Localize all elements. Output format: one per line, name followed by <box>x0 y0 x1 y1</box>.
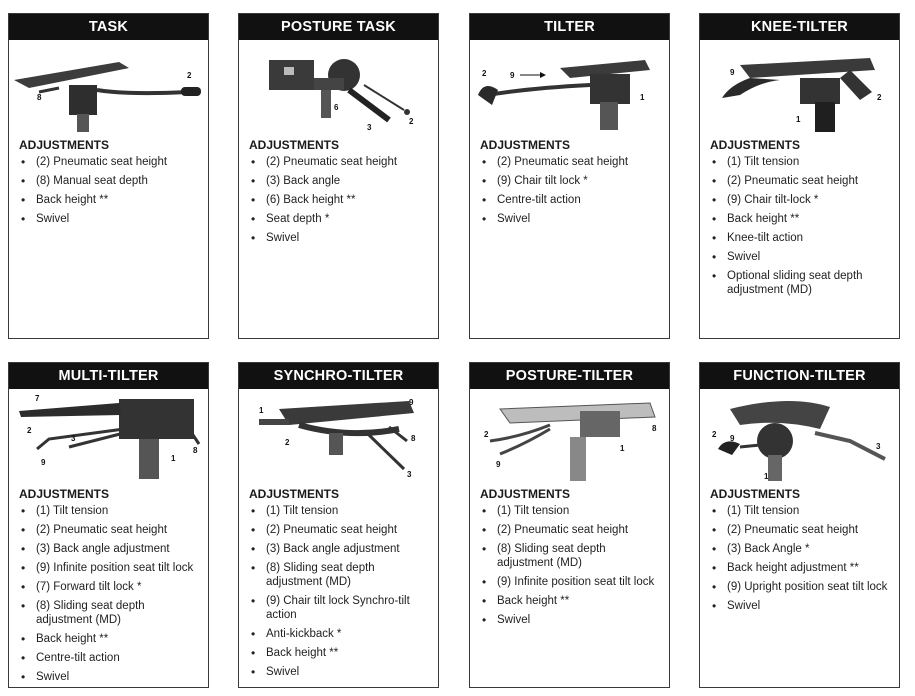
list-item: • (9) Chair tilt lock * <box>480 174 663 188</box>
list-item: • Optional sliding seat depth adjustment (MD) <box>710 269 893 297</box>
mechanism-image <box>470 40 669 132</box>
list-item: • Back height ** <box>480 594 663 608</box>
list-item: • (2) Pneumatic seat height <box>249 523 432 537</box>
callout-label: 2 <box>285 438 290 447</box>
card-synchro-tilter <box>238 362 439 688</box>
adjustments-list <box>9 504 208 684</box>
list-item: • Back height ** <box>249 646 432 660</box>
mechanism-image <box>9 40 208 132</box>
list-item: • (8) Sliding seat depth adjustment (MD) <box>480 542 663 570</box>
adjustments-list <box>470 155 669 226</box>
list-item: • (2) Pneumatic seat height <box>480 523 663 537</box>
list-item: • Swivel <box>19 212 202 226</box>
list-item: • (3) Back angle adjustment <box>19 542 202 556</box>
list-item: • (2) Pneumatic seat height <box>710 174 893 188</box>
adjustments-list <box>700 504 899 613</box>
callout-label: 2 <box>27 426 32 435</box>
card-title: TILTER <box>470 14 669 40</box>
callout-label: 3 <box>71 434 76 443</box>
mechanism-image <box>239 389 438 481</box>
adjustments-list <box>9 155 208 226</box>
callout-label: 3 <box>367 123 372 132</box>
list-item: • (9) Chair tilt-lock * <box>710 193 893 207</box>
card-function-tilter <box>699 362 900 688</box>
list-item: • Anti-kickback * <box>249 627 432 641</box>
list-item: • Seat depth * <box>249 212 432 226</box>
list-item: • (1) Tilt tension <box>480 504 663 518</box>
mechanism-image <box>700 389 899 481</box>
mechanism-image <box>700 40 899 132</box>
adjustments-heading: ADJUSTMENTS <box>19 138 110 152</box>
list-item: • (2) Pneumatic seat height <box>249 155 432 169</box>
posture-tilter-mechanism-illustration <box>470 389 669 481</box>
list-item: • Back height adjustment ** <box>710 561 893 575</box>
list-item: • (1) Tilt tension <box>710 504 893 518</box>
callout-label: 8 <box>411 434 416 443</box>
callout-label: 3 <box>407 470 412 479</box>
list-item: • (3) Back angle <box>249 174 432 188</box>
callout-label: 1 <box>171 454 176 463</box>
list-item: • Swivel <box>19 670 202 684</box>
posture-task-mechanism-illustration <box>239 40 438 132</box>
card-title: KNEE-TILTER <box>700 14 899 40</box>
callout-label: 3 <box>876 442 881 451</box>
mechanism-image <box>239 40 438 132</box>
function-tilter-mechanism-illustration <box>700 389 899 481</box>
list-item: • Swivel <box>710 250 893 264</box>
callout-label: 9 <box>409 398 414 407</box>
list-item: • Knee-tilt action <box>710 231 893 245</box>
callout-label: 1 <box>620 444 625 453</box>
callout-label: 8 <box>193 446 198 455</box>
synchro-tilter-mechanism-illustration <box>239 389 438 481</box>
list-item: • (3) Back angle adjustment <box>249 542 432 556</box>
callout-label: 6 <box>334 103 339 112</box>
list-item: • (9) Infinite position seat tilt lock <box>19 561 202 575</box>
list-item: • (6) Back height ** <box>249 193 432 207</box>
card-multi-tilter <box>8 362 209 688</box>
list-item: • (8) Sliding seat depth adjustment (MD) <box>249 561 432 589</box>
card-task <box>8 13 209 339</box>
callout-label: 9 <box>510 71 515 80</box>
card-posture-tilter <box>469 362 670 688</box>
list-item: • (1) Tilt tension <box>710 155 893 169</box>
list-item: • (7) Forward tilt lock * <box>19 580 202 594</box>
callout-label: 8 <box>37 93 42 102</box>
callout-label: 2 <box>409 117 414 126</box>
list-item: • (3) Back Angle * <box>710 542 893 556</box>
callout-label: 7 <box>35 394 40 403</box>
list-item: • (9) Chair tilt lock Synchro-tilt action <box>249 594 432 622</box>
adjustments-heading: ADJUSTMENTS <box>249 487 340 501</box>
tilter-mechanism-illustration <box>470 40 669 132</box>
card-title: SYNCHRO-TILTER <box>239 363 438 389</box>
list-item: • (2) Pneumatic seat height <box>19 155 202 169</box>
adjustments-list <box>700 155 899 297</box>
callout-label: 1 <box>764 472 769 481</box>
list-item: • (1) Tilt tension <box>19 504 202 518</box>
card-tilter <box>469 13 670 339</box>
callout-label: 9 <box>41 458 46 467</box>
callout-label: 2 <box>712 430 717 439</box>
mechanism-image <box>9 389 208 481</box>
list-item: • (8) Manual seat depth <box>19 174 202 188</box>
callout-label: 9 <box>730 68 735 77</box>
list-item: • Back height ** <box>19 193 202 207</box>
list-item: • Back height ** <box>19 632 202 646</box>
list-item: • Swivel <box>480 212 663 226</box>
card-title: FUNCTION-TILTER <box>700 363 899 389</box>
list-item: • (2) Pneumatic seat height <box>480 155 663 169</box>
card-title: POSTURE-TILTER <box>470 363 669 389</box>
adjustments-heading: ADJUSTMENTS <box>480 487 571 501</box>
multi-tilter-mechanism-illustration <box>9 389 208 481</box>
list-item: • (9) Infinite position seat tilt lock <box>480 575 663 589</box>
card-title: POSTURE TASK <box>239 14 438 40</box>
list-item: • (2) Pneumatic seat height <box>710 523 893 537</box>
adjustments-list <box>239 504 438 679</box>
adjustments-heading: ADJUSTMENTS <box>480 138 571 152</box>
card-title: TASK <box>9 14 208 40</box>
card-title: MULTI-TILTER <box>9 363 208 389</box>
adjustments-heading: ADJUSTMENTS <box>249 138 340 152</box>
mechanism-image <box>470 389 669 481</box>
adjustments-heading: ADJUSTMENTS <box>710 138 801 152</box>
list-item: • (2) Pneumatic seat height <box>19 523 202 537</box>
knee-tilter-mechanism-illustration <box>700 40 899 132</box>
list-item: • Swivel <box>710 599 893 613</box>
list-item: • Swivel <box>480 613 663 627</box>
list-item: • Swivel <box>249 231 432 245</box>
card-knee-tilter <box>699 13 900 339</box>
list-item: • (9) Upright position seat tilt lock <box>710 580 893 594</box>
list-item: • Centre-tilt action <box>19 651 202 665</box>
callout-label: 2 <box>187 71 192 80</box>
card-posture-task <box>238 13 439 339</box>
callout-label: 9 <box>496 460 501 469</box>
callout-label: 1 <box>259 406 264 415</box>
task-mechanism-illustration <box>9 40 208 132</box>
adjustments-list <box>470 504 669 627</box>
callout-label: 9 <box>730 434 735 443</box>
callout-label: 2 <box>482 69 487 78</box>
callout-label: 2 <box>877 93 882 102</box>
list-item: • Swivel <box>249 665 432 679</box>
list-item: • Centre-tilt action <box>480 193 663 207</box>
callout-label: 8 <box>652 424 657 433</box>
adjustments-list <box>239 155 438 245</box>
list-item: • Back height ** <box>710 212 893 226</box>
callout-label: 2 <box>484 430 489 439</box>
adjustments-heading: ADJUSTMENTS <box>710 487 801 501</box>
list-item: • (1) Tilt tension <box>249 504 432 518</box>
callout-label: 1 <box>796 115 801 124</box>
adjustments-heading: ADJUSTMENTS <box>19 487 110 501</box>
callout-label: 1 <box>640 93 645 102</box>
list-item: • (8) Sliding seat depth adjustment (MD) <box>19 599 202 627</box>
